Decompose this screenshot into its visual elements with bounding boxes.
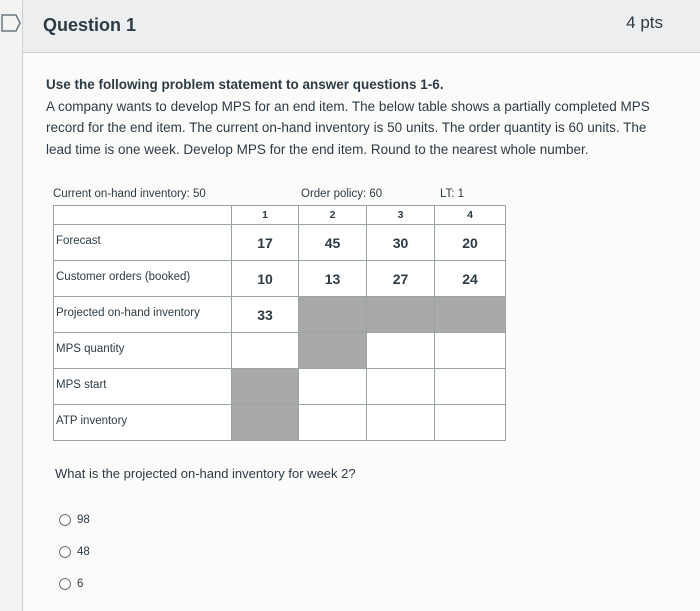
table-cell xyxy=(367,369,435,405)
table-row xyxy=(54,225,506,261)
table-cell xyxy=(232,333,299,369)
row-label: Projected on-hand inventory xyxy=(54,297,232,333)
table-cell xyxy=(367,333,435,369)
row-label: Customer orders (booked) xyxy=(54,261,232,297)
answer-option-label: 6 xyxy=(77,578,84,590)
table-cell xyxy=(435,405,506,441)
week-header: 3 xyxy=(367,206,435,225)
shaded-cell xyxy=(232,405,299,441)
question-title: Question 1 xyxy=(43,15,137,35)
week-header: 1 xyxy=(232,206,299,225)
week-header: 4 xyxy=(435,206,506,225)
question-lead: Use the following problem statement to answer questions 1-6. xyxy=(46,77,444,92)
current-inventory-note: Current on-hand inventory: 50 xyxy=(53,188,206,200)
mps-table xyxy=(53,205,506,441)
row-label: MPS quantity xyxy=(54,333,232,369)
shaded-cell xyxy=(299,297,367,333)
table-cell: 30 xyxy=(367,225,435,261)
week-header: 2 xyxy=(299,206,367,225)
answer-option-label: 98 xyxy=(77,514,90,526)
shaded-cell xyxy=(232,369,299,405)
problem-statement: A company wants to develop MPS for an end item. The below table shows a partially completed MPS record for the end item. The current on-hand inventory is 50 units. The order quantity is 60 units. The lead time is one week. Develop MPS for the end item. Round to the nearest whole number. xyxy=(46,98,650,157)
shaded-cell xyxy=(435,297,506,333)
table-cell xyxy=(299,369,367,405)
table-cell xyxy=(435,333,506,369)
radio-button[interactable] xyxy=(59,514,71,526)
week-header-row xyxy=(54,206,506,225)
question-card xyxy=(22,0,700,611)
table-cell: 33 xyxy=(232,297,299,333)
table-row xyxy=(54,261,506,297)
answer-option-2[interactable] xyxy=(59,546,90,558)
bookmark-flag-icon[interactable] xyxy=(0,12,22,34)
answer-option-label: 48 xyxy=(77,546,90,558)
shaded-cell xyxy=(299,333,367,369)
table-cell: 13 xyxy=(299,261,367,297)
table-cell: 17 xyxy=(232,225,299,261)
answer-option-1[interactable] xyxy=(59,514,90,526)
table-cell: 27 xyxy=(367,261,435,297)
row-label: Forecast xyxy=(54,225,232,261)
table-row xyxy=(54,369,506,405)
order-policy-note: Order policy: 60 xyxy=(301,188,383,200)
table-cell xyxy=(299,405,367,441)
table-cell: 24 xyxy=(435,261,506,297)
table-row xyxy=(54,297,506,333)
row-label: ATP inventory xyxy=(54,405,232,441)
question-text xyxy=(46,74,656,160)
question-prompt: What is the projected on-hand inventory for week 2? xyxy=(55,466,356,481)
radio-button[interactable] xyxy=(59,578,71,590)
table-cell: 45 xyxy=(299,225,367,261)
table-cell xyxy=(435,369,506,405)
question-points: 4 pts xyxy=(626,13,663,32)
radio-button[interactable] xyxy=(59,546,71,558)
header-blank-cell xyxy=(54,206,232,225)
table-row xyxy=(54,405,506,441)
table-cell: 20 xyxy=(435,225,506,261)
table-cell xyxy=(367,405,435,441)
question-header xyxy=(23,0,700,53)
shaded-cell xyxy=(367,297,435,333)
answer-option-3[interactable] xyxy=(59,578,83,590)
lead-time-note: LT: 1 xyxy=(440,188,465,200)
table-row xyxy=(54,333,506,369)
row-label: MPS start xyxy=(54,369,232,405)
table-cell: 10 xyxy=(232,261,299,297)
